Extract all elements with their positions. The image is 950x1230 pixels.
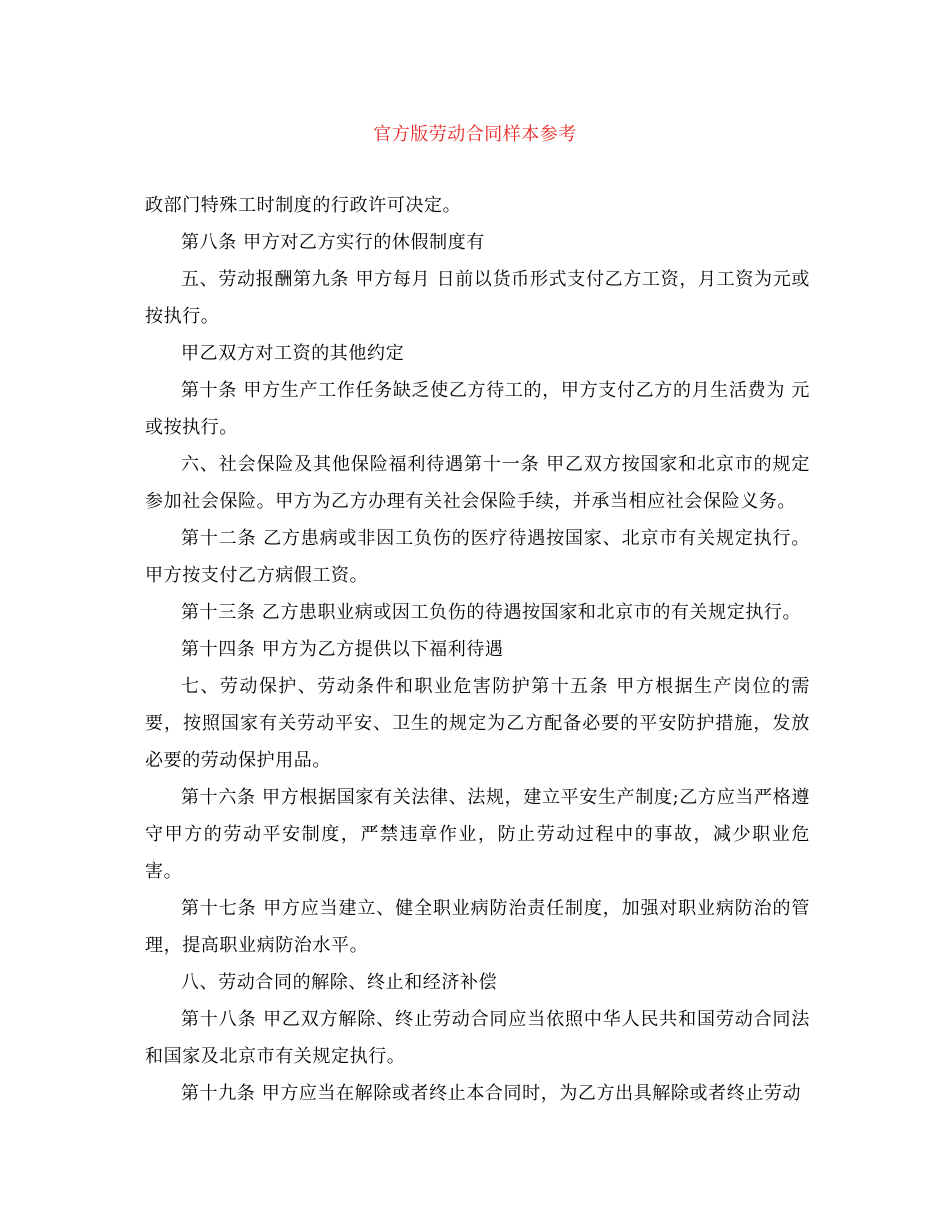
paragraph-3: 五、劳动报酬第九条 甲方每月 日前以货币形式支付乙方工资，月工资为元或按执行。 <box>145 269 810 327</box>
paragraph-6: 六、社会保险及其他保险福利待遇第十一条 甲乙双方按国家和北京市的规定参加社会保险。甲方为乙方办理有关社会保险手续，并承当相应社会保险义务。 <box>145 454 810 512</box>
paragraph-1: 政部门特殊工时制度的行政许可决定。 <box>145 195 462 216</box>
paragraph-12: 第十七条 甲方应当建立、健全职业病防治责任制度，加强对职业病防治的管理，提高职业病防治水平。 <box>145 898 810 956</box>
paragraph-15: 第十九条 甲方应当在解除或者终止本合同时，为乙方出具解除或者终止劳动 <box>181 1083 802 1104</box>
paragraph-13: 八、劳动合同的解除、终止和经济补偿 <box>181 972 498 993</box>
document-title: 官方版劳动合同样本参考 <box>373 124 577 145</box>
paragraph-4: 甲乙双方对工资的其他约定 <box>181 343 405 364</box>
paragraph-14: 第十八条 甲乙双方解除、终止劳动合同应当依照中华人民共和国劳动合同法和国家及北京市有关规定执行。 <box>145 1009 810 1067</box>
paragraph-8: 第十三条 乙方患职业病或因工负伤的待遇按国家和北京市的有关规定执行。 <box>181 602 802 623</box>
paragraph-5: 第十条 甲方生产工作任务缺乏使乙方待工的，甲方支付乙方的月生活费为 元或按执行。 <box>145 380 810 438</box>
paragraph-10: 七、劳动保护、劳动条件和职业危害防护第十五条 甲方根据生产岗位的需要，按照国家有关劳动平安、卫生的规定为乙方配备必要的平安防护措施，发放必要的劳动保护用品。 <box>145 676 810 771</box>
paragraph-7: 第十二条 乙方患病或非因工负伤的医疗待遇按国家、北京市有关规定执行。甲方按支付乙方病假工资。 <box>145 528 810 586</box>
paragraph-11: 第十六条 甲方根据国家有关法律、法规，建立平安生产制度;乙方应当严格遵守甲方的劳动平安制度，严禁违章作业，防止劳动过程中的事故，减少职业危害。 <box>145 787 810 882</box>
paragraph-2: 第八条 甲方对乙方实行的休假制度有 <box>181 232 485 253</box>
document-body <box>145 187 810 1112</box>
paragraph-9: 第十四条 甲方为乙方提供以下福利待遇 <box>181 639 504 660</box>
